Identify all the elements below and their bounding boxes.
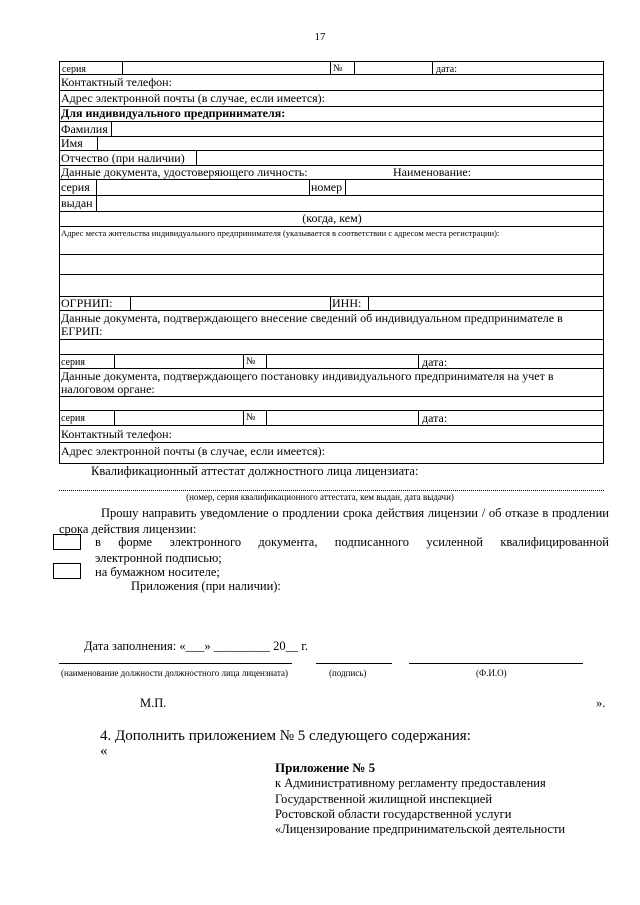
number-label: № xyxy=(246,412,256,423)
appendix-line: Государственной жилищной инспекцией xyxy=(275,792,493,806)
row-divider xyxy=(59,396,604,397)
tax-document-label: Данные документа, подтверждающего постановку индивидуального предпринимателя на учет в налоговом органе: xyxy=(61,369,554,396)
electronic-option-checkbox[interactable] xyxy=(53,534,81,550)
number-label: № xyxy=(333,63,343,74)
row-divider xyxy=(59,195,604,196)
cell-divider xyxy=(368,296,369,310)
number-label: № xyxy=(246,356,256,367)
name-label: Имя xyxy=(61,136,83,150)
series-label: серия xyxy=(61,413,85,424)
date-label: дата: xyxy=(422,411,448,425)
fio-line xyxy=(409,663,583,664)
cell-divider xyxy=(96,179,97,211)
cell-divider xyxy=(330,296,331,310)
email-label: Адрес электронной почты (в случае, если имеется): xyxy=(61,444,326,458)
when-who-hint: (когда, кем) xyxy=(302,211,362,225)
series-label: серия xyxy=(61,357,85,368)
cell-divider xyxy=(354,61,355,74)
cell-divider xyxy=(418,410,419,425)
doc-number-label: номер xyxy=(311,180,343,194)
appendix-title: Приложение № 5 xyxy=(275,760,376,775)
row-divider xyxy=(59,136,604,137)
cell-divider xyxy=(114,354,115,368)
cell-divider xyxy=(97,136,98,150)
cell-divider xyxy=(122,61,123,74)
date-label: дата: xyxy=(436,64,457,75)
date-label: дата: xyxy=(422,355,448,369)
email-label: Адрес электронной почты (в случае, если имеется): xyxy=(61,91,326,105)
ip-heading: Для индивидуального предпринимателя: xyxy=(61,106,286,120)
signature-hint: (подпись) xyxy=(329,668,367,678)
egrip-document-label: Данные документа, подтверждающего внесение сведений об индивидуальном предпринимателе в ЕГРИП: xyxy=(61,311,563,338)
attachments-label: Приложения (при наличии): xyxy=(131,579,281,593)
appendix-line: Ростовской области государственной услуги xyxy=(275,807,512,821)
row-divider xyxy=(59,274,604,275)
series-label: серия xyxy=(62,64,86,75)
qualification-input-line[interactable] xyxy=(59,490,604,491)
doc-name-label: Наименование: xyxy=(393,165,472,179)
row-divider xyxy=(59,254,604,255)
electronic-option-label-cont: электронной подписью; xyxy=(95,551,222,565)
opening-quote: « xyxy=(100,743,108,759)
signature-line xyxy=(316,663,392,664)
cell-divider xyxy=(114,410,115,425)
phone-label: Контактный телефон: xyxy=(61,75,172,89)
cell-divider xyxy=(266,410,267,425)
surname-label: Фамилия xyxy=(61,122,108,136)
amendment-text: 4. Дополнить приложением № 5 следующего содержания: xyxy=(100,728,471,744)
cell-divider xyxy=(243,354,244,368)
cell-divider xyxy=(196,150,197,165)
cell-divider xyxy=(432,61,433,74)
qualification-hint: (номер, серия квалификационного аттестата, кем выдан, дата выдачи) xyxy=(186,492,454,502)
cell-divider xyxy=(266,354,267,368)
row-divider xyxy=(59,226,604,227)
row-divider xyxy=(59,121,604,122)
electronic-option-label: в форме электронного документа, подписанного усиленной квалифицированной xyxy=(95,535,609,549)
row-divider xyxy=(59,354,604,355)
cell-divider xyxy=(111,121,112,136)
position-hint: (наименование должности должностного лица лицензиата) xyxy=(61,668,288,678)
request-paragraph: Прошу направить уведомление о продлении срока действия лицензии / об отказе в продлении срока действия лицензии: xyxy=(59,506,609,536)
cell-divider xyxy=(330,61,331,74)
closing-quote: ». xyxy=(596,696,606,710)
issued-label: выдан xyxy=(61,196,93,210)
residence-label: Адрес места жительства индивидуального предпринимателя (указывается в соответствии с адресом места регистрации): xyxy=(61,228,500,238)
paper-option-label: на бумажном носителе; xyxy=(95,565,220,579)
cell-divider xyxy=(243,410,244,425)
fio-hint: (Ф.И.О) xyxy=(476,668,507,678)
phone-label: Контактный телефон: xyxy=(61,427,172,441)
row-divider xyxy=(59,410,604,411)
ogrnip-label: ОГРНИП: xyxy=(61,296,113,310)
series-label: серия xyxy=(61,180,90,194)
row-divider xyxy=(59,442,604,443)
cell-divider xyxy=(309,179,310,195)
id-document-label: Данные документа, удостоверяющего личность: xyxy=(61,165,308,179)
patronymic-label: Отчество (при наличии) xyxy=(61,151,185,165)
paper-option-checkbox[interactable] xyxy=(53,563,81,579)
fill-date: Дата заполнения: «___» _________ 20__ г. xyxy=(84,639,309,653)
cell-divider xyxy=(130,296,131,310)
stamp-place: М.П. xyxy=(140,696,167,710)
cell-divider xyxy=(345,179,346,195)
row-divider xyxy=(59,339,604,340)
appendix-line: «Лицензирование предпринимательской деятельности xyxy=(275,822,566,836)
row-divider xyxy=(59,425,604,426)
position-signature-line xyxy=(59,663,292,664)
appendix-line: к Административному регламенту предоставления xyxy=(275,776,546,790)
qualification-label: Квалификационный аттестат должностного лица лицензиата: xyxy=(91,464,419,478)
page-number: 17 xyxy=(314,31,326,43)
inn-label: ИНН: xyxy=(332,296,362,310)
cell-divider xyxy=(418,354,419,368)
